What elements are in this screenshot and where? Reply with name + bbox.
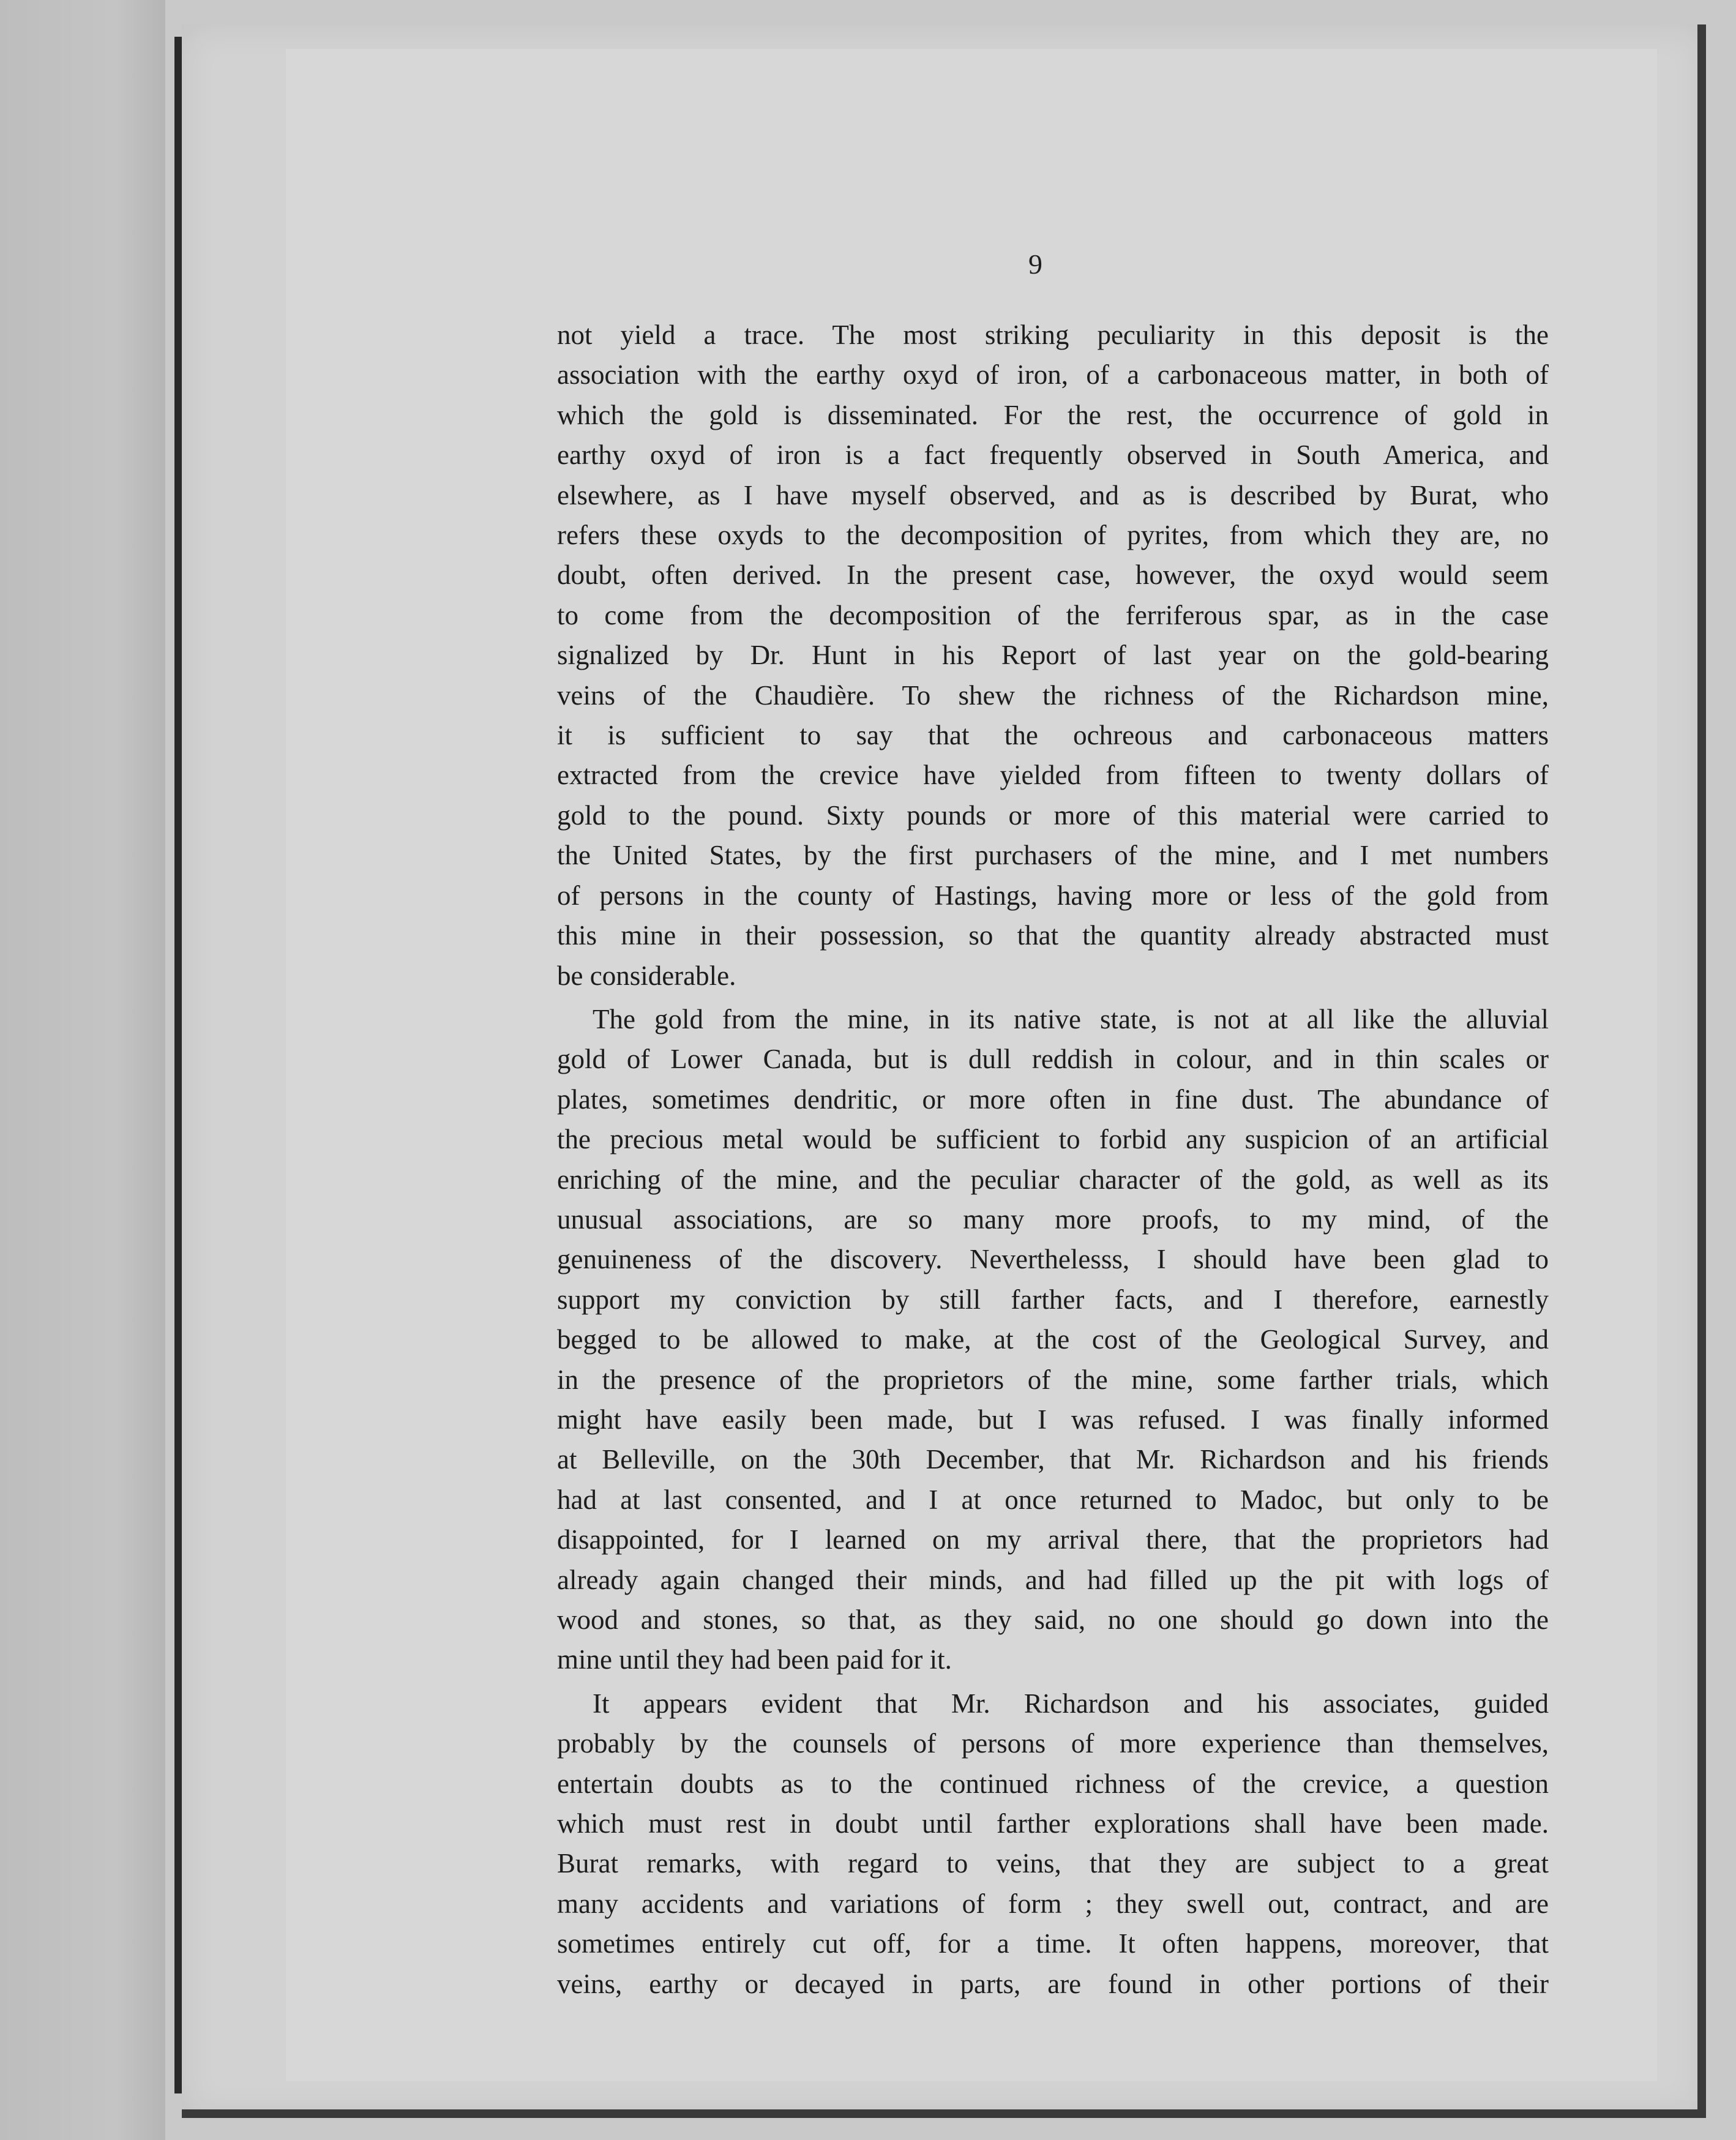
text-line: The gold from the mine, in its native state, is not at all like the alluvial <box>593 1003 1549 1034</box>
paragraph-2 <box>557 1000 1549 1680</box>
text-line: Burat remarks, with regard to veins, that they are subject to a great <box>557 1848 1549 1879</box>
text-line: enriching of the mine, and the peculiar character of the gold, as well as its <box>557 1164 1549 1195</box>
text-line: disappointed, for I learned on my arrival there, that the proprietors had <box>557 1524 1549 1555</box>
text-line: plates, sometimes dendritic, or more often in fine dust. The abundance of <box>557 1083 1549 1115</box>
text-line: doubt, often derived. In the present case, however, the oxyd would seem <box>557 559 1549 591</box>
text-line: wood and stones, so that, as they said, no one should go down into the <box>557 1604 1549 1635</box>
text-line: genuineness of the discovery. Neverthelesss, I should have been glad to <box>557 1244 1549 1275</box>
text-line: the United States, by the first purchasers of the mine, and I met numbers <box>557 840 1549 871</box>
body-text <box>557 315 1549 2004</box>
text-line: begged to be allowed to make, at the cost of the Geological Survey, and <box>557 1324 1549 1355</box>
text-line: not yield a trace. The most striking peculiarity in this deposit is the <box>557 320 1549 350</box>
paragraph-1 <box>557 315 1549 996</box>
text-line: veins, earthy or decayed in parts, are found in other portions of their <box>557 1968 1549 1999</box>
text-line: many accidents and variations of form ; they swell out, contract, and are <box>557 1888 1549 1919</box>
text-line: signalized by Dr. Hunt in his Report of last year on the gold-bearing <box>557 640 1549 671</box>
text-line: which the gold is disseminated. For the rest, the occurrence of gold in <box>557 399 1549 430</box>
text-line: unusual associations, are so many more proofs, to my mind, of the <box>557 1203 1549 1235</box>
text-line: this mine in their possession, so that the quantity already abstracted must <box>557 920 1549 951</box>
text-line: extracted from the crevice have yielded from fifteen to twenty dollars of <box>557 760 1549 791</box>
text-line: of persons in the county of Hastings, having more or less of the gold from <box>557 880 1549 911</box>
text-line: which must rest in doubt until farther explorations shall have been made. <box>557 1808 1549 1839</box>
text-line: support my conviction by still farther facts, and I therefore, earnestly <box>557 1284 1549 1315</box>
paragraph-3 <box>557 1684 1549 2004</box>
text-line: earthy oxyd of iron is a fact frequently observed in South America, and <box>557 440 1549 471</box>
scan-binding-margin <box>0 0 165 2140</box>
text-line: at Belleville, on the 30th December, that Mr. Richardson and his friends <box>557 1444 1549 1475</box>
text-line: entertain doubts as to the continued richness of the crevice, a question <box>557 1768 1549 1799</box>
text-line: probably by the counsels of persons of more experience than themselves, <box>557 1728 1549 1759</box>
page-right-edge <box>1697 24 1706 2118</box>
text-line: mine until they had been paid for it. <box>557 1644 952 1675</box>
text-line: might have easily been made, but I was refused. I was finally informed <box>557 1404 1549 1435</box>
text-line: veins of the Chaudière. To shew the richness of the Richardson mine, <box>557 679 1549 711</box>
text-line: elsewhere, as I have myself observed, and as is described by Burat, who <box>557 479 1549 511</box>
page-bottom-edge <box>182 2109 1706 2118</box>
binding-edge-line <box>174 37 182 2093</box>
text-line: the precious metal would be sufficient to forbid any suspicion of an artificial <box>557 1124 1549 1155</box>
text-line: association with the earthy oxyd of iron, of a carbonaceous matter, in both of <box>557 359 1549 391</box>
text-line: gold of Lower Canada, but is dull reddish in colour, and in thin scales or <box>557 1044 1549 1075</box>
text-line: It appears evident that Mr. Richardson and his associates, guided <box>593 1688 1549 1719</box>
text-line: already again changed their minds, and had filled up the pit with logs of <box>557 1564 1549 1595</box>
text-line: sometimes entirely cut off, for a time. It often happens, moreover, that <box>557 1928 1549 1959</box>
text-line: it is sufficient to say that the ochreous and carbonaceous matters <box>557 720 1549 751</box>
page-number: 9 <box>1028 249 1042 280</box>
text-line: to come from the decomposition of the ferriferous spar, as in the case <box>557 599 1549 630</box>
text-line: be considerable. <box>557 960 736 991</box>
text-line: gold to the pound. Sixty pounds or more of this material were carried to <box>557 799 1549 831</box>
text-line: in the presence of the proprietors of the mine, some farther trials, which <box>557 1364 1549 1395</box>
text-line: refers these oxyds to the decomposition of pyrites, from which they are, no <box>557 520 1549 551</box>
text-line: had at last consented, and I at once returned to Madoc, but only to be <box>557 1484 1549 1515</box>
